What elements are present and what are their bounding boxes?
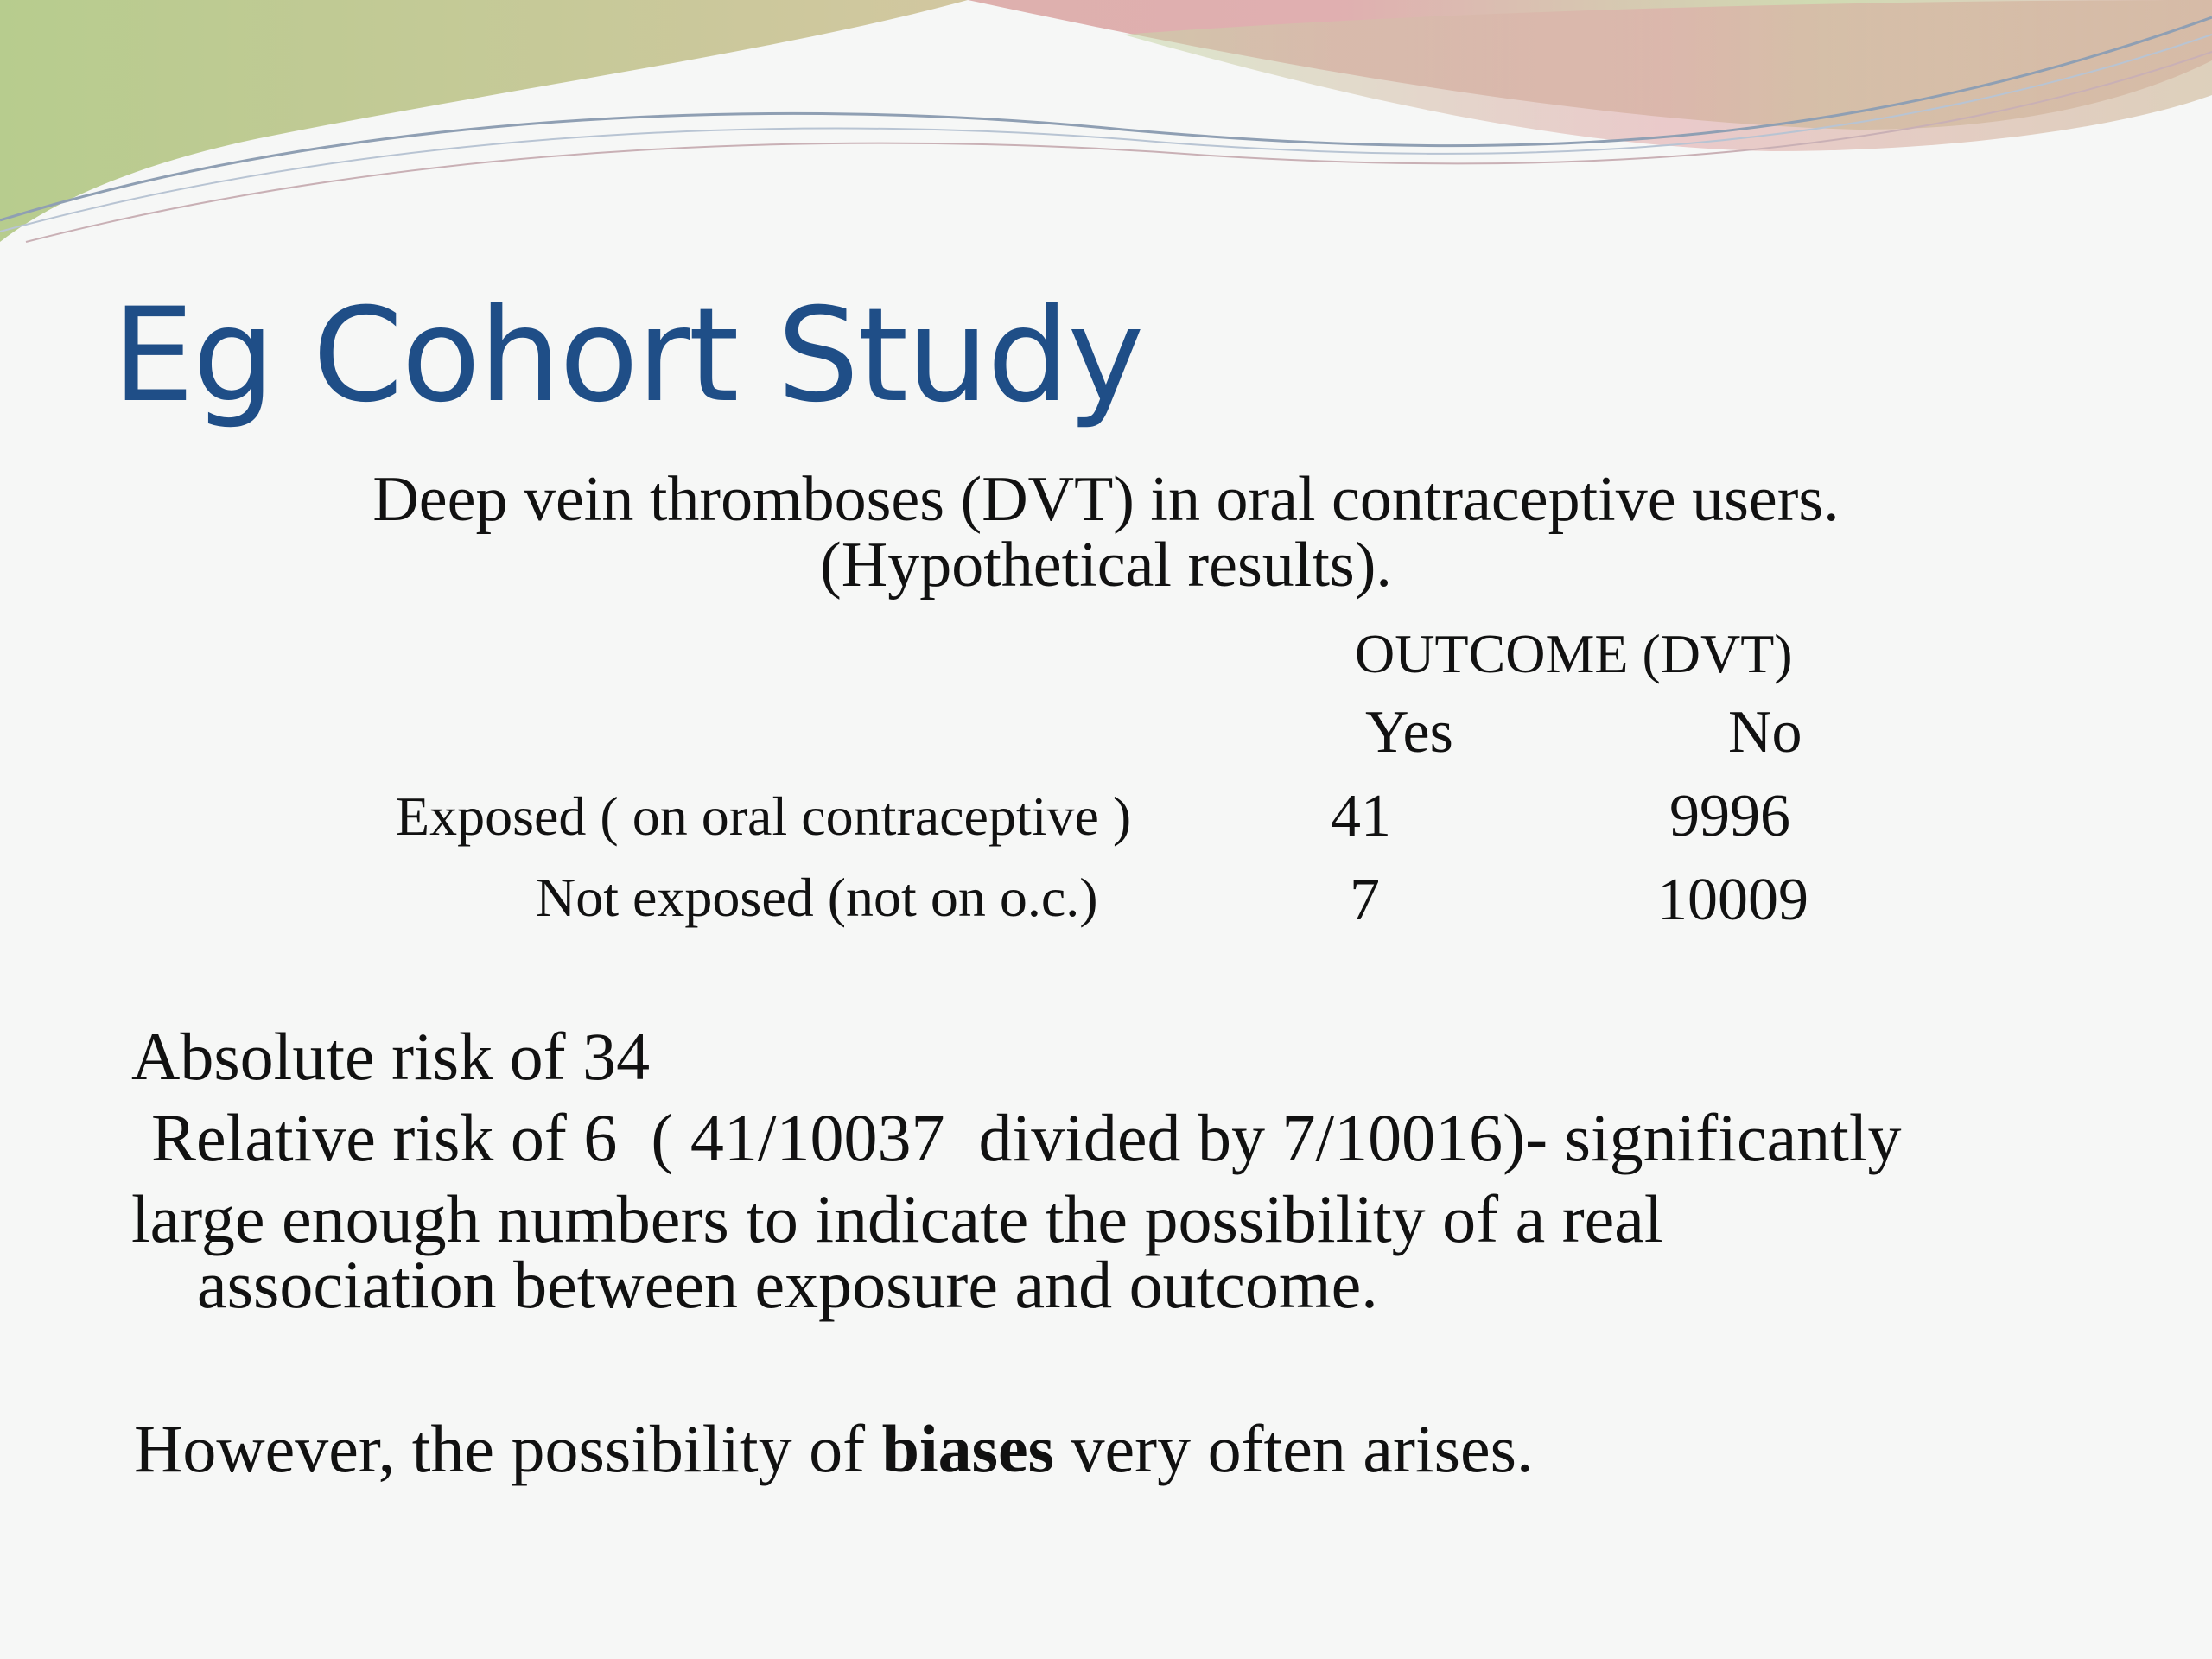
outcome-header: OUTCOME (DVT)	[1355, 623, 1793, 684]
biases-note-suffix: very often arises.	[1053, 1411, 1534, 1486]
significance-text-line-1: large enough numbers to indicate the possibility of a real	[131, 1181, 1663, 1256]
slide-title: Eg Cohort Study	[112, 281, 1143, 431]
biases-note-prefix: However, the possibility of	[134, 1411, 882, 1486]
significance-text-line-2: association between exposure and outcome.	[197, 1247, 1378, 1322]
column-header-yes: Yes	[1365, 699, 1453, 766]
column-header-no: No	[1728, 699, 1802, 766]
cell-not-exposed-yes: 7	[1350, 867, 1380, 933]
relative-risk-text: Relative risk of 6 ( 41/10037 divided by 7/10016)- significantly	[151, 1100, 1902, 1175]
caption-line-2: (Hypothetical results).	[820, 530, 1392, 601]
cell-exposed-yes: 41	[1331, 783, 1391, 849]
row-label-exposed: Exposed ( on oral contraceptive )	[396, 785, 1132, 847]
table-caption	[156, 464, 2056, 601]
decorative-wave-banner	[0, 0, 2212, 259]
caption-line-1: Deep vein thromboses (DVT) in oral contraceptive users.	[372, 464, 1840, 535]
row-label-not-exposed: Not exposed (not on o.c.)	[536, 867, 1098, 928]
absolute-risk-text: Absolute risk of 34	[131, 1019, 651, 1094]
cell-exposed-no: 9996	[1669, 783, 1790, 849]
biases-note	[134, 1410, 1533, 1488]
cell-not-exposed-no: 10009	[1657, 867, 1808, 933]
biases-keyword: biases	[881, 1411, 1054, 1486]
banner-top-band	[0, 0, 968, 242]
